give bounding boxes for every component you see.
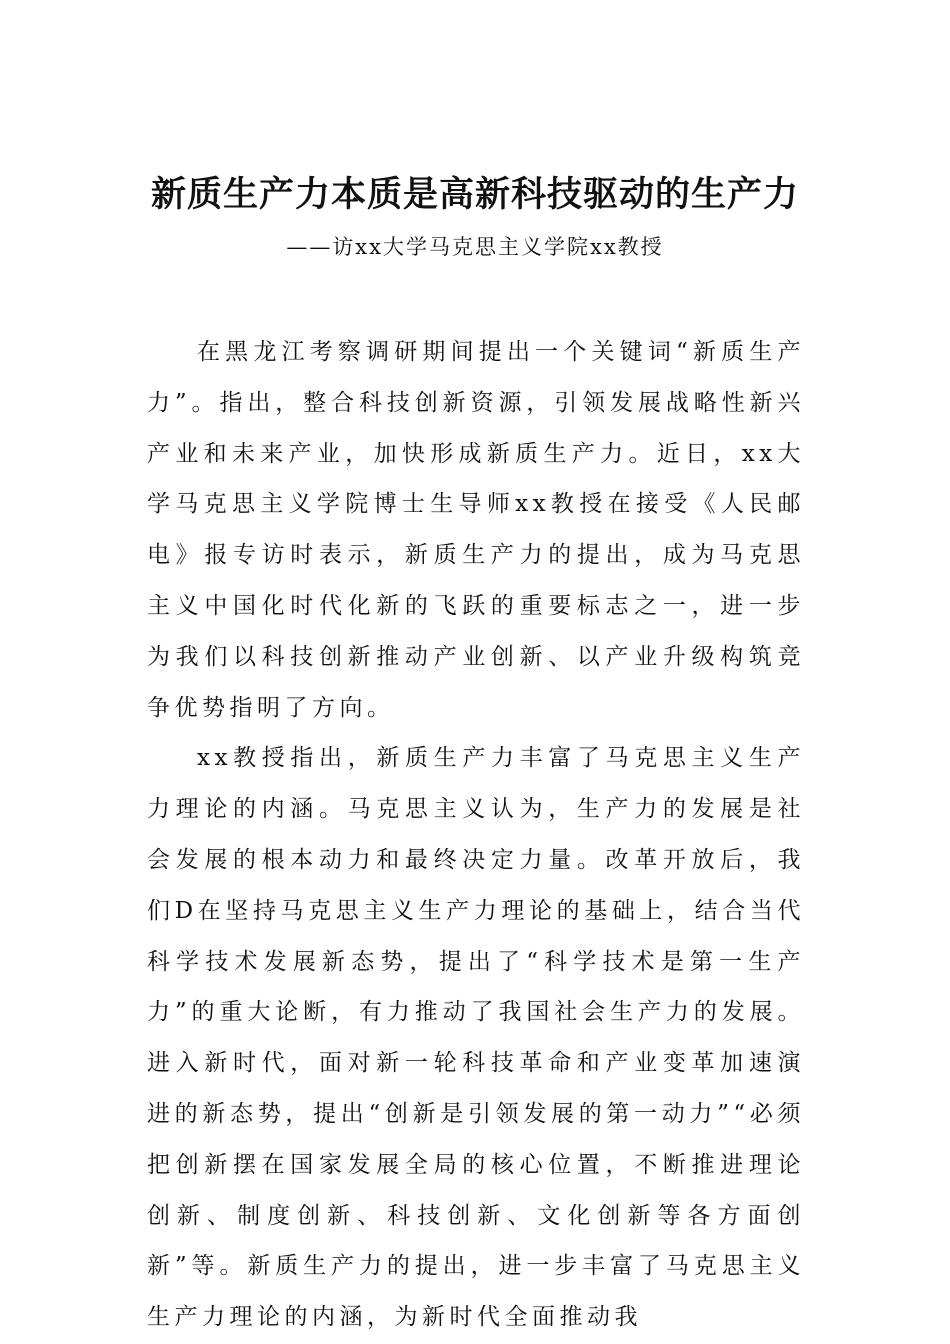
paragraph-1: 在黑龙江考察调研期间提出一个关键词“新质生产力”。指出，整合科技创新资源，引领发展战略性新兴产业和未来产业，加快形成新质生产力。近日，xx大学马克思主义学院博士生导师xx教授在接受《人民邮电》报专访时表示，新质生产力的提出，成为马克思主义中国化时代化新的飞跃的重要标志之一，进一步为我们以科技创新推动产业创新、以产业升级构筑竞争优势指明了方向。 [147, 339, 805, 721]
paragraph-2: xx教授指出，新质生产力丰富了马克思主义生产力理论的内涵。马克思主义认为，生产力的发展是社会发展的根本动力和最终决定力量。改革开放后，我们D在坚持马克思主义生产力理论的基础上，结合当代科学技术发展新态势，提出了“科学技术是第一生产力”的重大论断，有力推动了我国社会生产力的发展。进入新时代，面对新一轮科技革命和产业变革加速演进的新态势，提出“创新是引领发展的第一动力”“必须把创新摆在国家发展全局的核心位置，不断推进理论创新、制度创新、科技创新、文化创新等各方面创新”等。新质生产力的提出，进一步丰富了马克思主义生产力理论的内涵，为新时代全面推动我 [147, 745, 805, 1331]
document-title: 新质生产力本质是高新科技驱动的生产力 [150, 174, 799, 215]
document-body [147, 327, 805, 1343]
document-subtitle: ——访xx大学马克思主义学院xx教授 [286, 235, 664, 259]
